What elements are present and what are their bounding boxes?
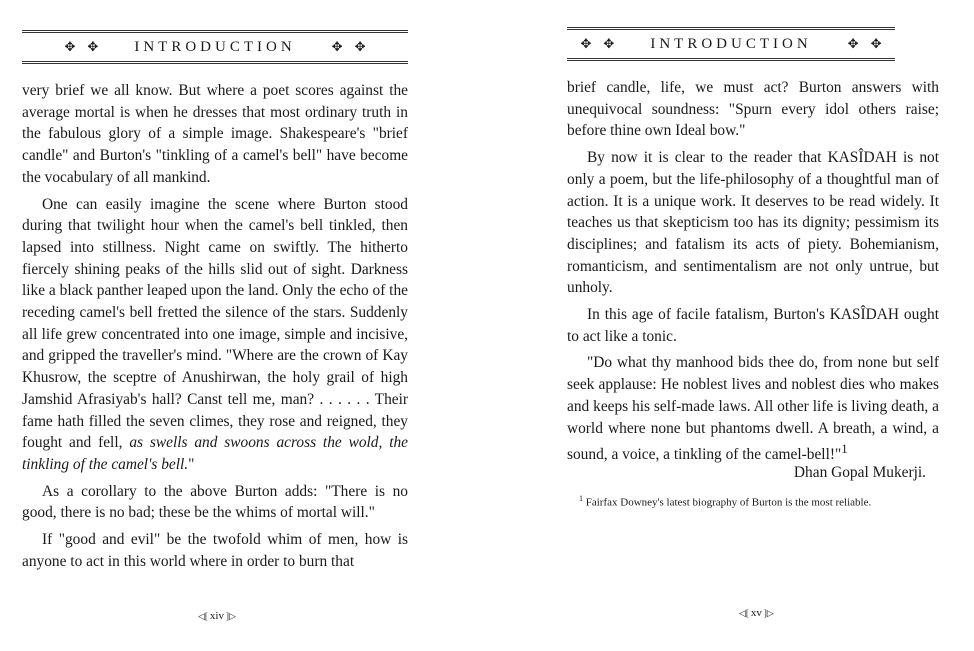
author-signature: Dhan Gopal Mukerji. <box>793 464 926 481</box>
folio-ornament-icon: ◁[ <box>739 607 749 618</box>
paragraph: As a corollary to the above Burton adds: "There is no good, there is no bad; these be the whims of mortal will." <box>22 482 408 522</box>
right-page <box>487 0 974 651</box>
paragraph-text: One can easily imagine the scene where Burton stood during that twilight hour when the camel's bell tinkled, then lapsed into stillness. Night came on swiftly. The hitherto fiercely shining peaks of the hills slid out of sight. Darkness like a black panther leaped upon the land. Only the echo of the receding camel's bell fretted the silence of the stars. Suddenly all life grew concentrated into one image, simple and incisive, and gripped the traveller's mind. "Where are the crown of Kay Khusrow, the sceptre of Anushirwan, the holy grail of high Jamshid Afrasiyab's hall? Canst tell me, man? . . . . . . Their fame hath filled the seven climes, they rose and reigned, they fought and fell, <box>22 195 408 452</box>
fleuron-icon: ✥ <box>870 36 882 51</box>
page-number <box>196 610 238 622</box>
paragraph: In this age of facile fatalism, Burton's KASÎDAH ought to act like a tonic. <box>567 306 939 345</box>
running-header <box>567 27 895 61</box>
footnote <box>579 494 871 509</box>
paragraph: brief candle, life, we must act? Burton answers with unequivocal soundness: "Spurn every idol others raise; before thine own Ideal bow." <box>567 79 939 140</box>
fleuron-icon: ✥ <box>354 39 366 54</box>
folio-ornament-icon: ]▷ <box>225 610 236 621</box>
header-title: INTRODUCTION <box>650 35 812 52</box>
footnote-number: 1 <box>579 494 583 503</box>
paragraph: By now it is clear to the reader that KASÎDAH is not only a poem, but the life-philosophy of a thoughtful man of action. It is a unique work. It deserves to be read widely. It teaches us that skepticism too has its dignity; pessimism its disciplines; and fatalism its acts of piety. Bohemianism, romanticism, and sentimentalism are not only untrue, but unholy. <box>567 149 939 297</box>
header-ornaments-right <box>326 39 372 55</box>
paragraph <box>22 194 408 476</box>
fleuron-icon: ✥ <box>87 39 99 54</box>
folio-ornament-icon: ]▷ <box>763 607 774 618</box>
running-header <box>22 30 408 64</box>
fleuron-icon: ✥ <box>603 36 615 51</box>
fleuron-icon: ✥ <box>847 36 859 51</box>
page-number-text: xiv <box>209 610 224 622</box>
body-text <box>22 80 408 577</box>
header-ornaments-left <box>575 36 621 52</box>
closing-quote: " <box>188 455 195 473</box>
fleuron-icon: ✥ <box>64 39 76 54</box>
paragraph-text: "Do what thy manhood bids thee do, from none but self seek applause: He noblest lives and noblest dies who makes and keeps his self-made laws. All other life is living death, a world where none but phantoms dwell. A breath, a wind, a sound, a voice, a tinkling of the camel-bell!" <box>567 354 939 464</box>
paragraph: If "good and evil" be the twofold whim of men, how is anyone to act in this world where in order to burn that <box>22 531 408 570</box>
header-ornaments-right <box>842 36 888 52</box>
page-number-text: xv <box>750 607 762 619</box>
header-title: INTRODUCTION <box>134 38 296 55</box>
italic-quote: as swells and swoons across the wold, the tinkling of the camel's bell. <box>22 434 408 473</box>
paragraph: very brief we all know. But where a poet scores against the average mortal is when he dresses that most ordinary truth in the fabulous glory of a simple image. Shakespeare's "brief candle" and Burton's "tinkling of a camel's bell" have become the vocabulary of all mankind. <box>22 82 408 186</box>
footnote-text: Fairfax Downey's latest biography of Burton is the most reliable. <box>585 496 872 509</box>
paragraph <box>567 352 939 466</box>
header-ornaments-left <box>59 39 105 55</box>
body-text <box>567 77 939 471</box>
fleuron-icon: ✥ <box>580 36 592 51</box>
fleuron-icon: ✥ <box>331 39 343 54</box>
page-number <box>737 607 776 619</box>
folio-ornament-icon: ◁[ <box>198 610 208 621</box>
footnote-marker: 1 <box>841 442 848 457</box>
